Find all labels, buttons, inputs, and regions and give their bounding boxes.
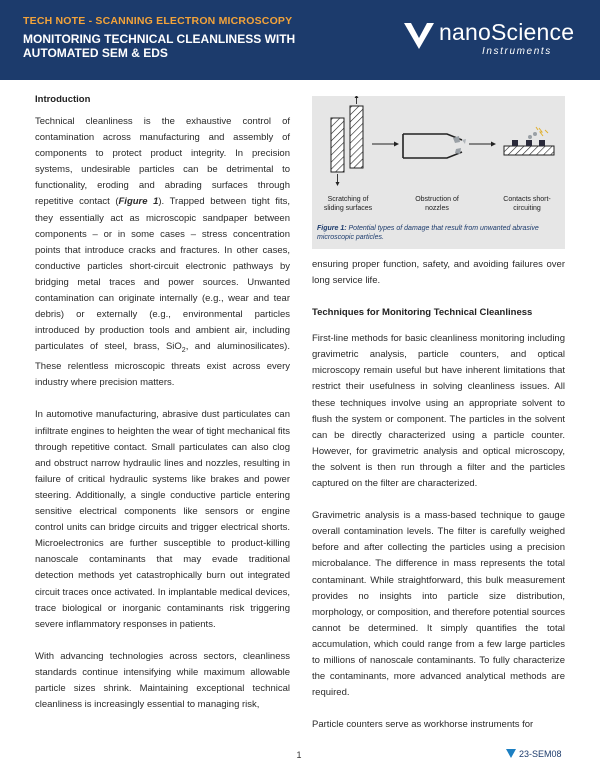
nanoscience-logo-icon	[402, 21, 436, 51]
automotive-paragraph: In automotive manufacturing, abrasive dust particulates can infiltrate engines to heighten the wear of tight mechanical fits through repetitive contact. Small particulates can also clog and obstruct narrow hydraulic lines and nozzles, resulting in failure of critical hydraulic systems like brakes and power steering. Additionally, a single conductive particle entering sensitive electrical components like sensors or engine control units can bridge circuits and trigger electrical shorts. Microelectronics are further susceptible to product-killing nanoscale contaminants that may evade traditional detection methods yet catastrophically burn out integrated circuit traces once activated. In implantable medical devices, trace biological or inorganic contaminants risk triggering severe inflammatory responses in patients.	[35, 409, 290, 630]
continuation-paragraph: ensuring proper function, safety, and avoiding failures over long service life.	[312, 259, 565, 287]
caption-prefix: Figure 1:	[317, 225, 347, 232]
page-number: 1	[296, 750, 302, 760]
caption-text: Potential types of damage that result from unwanted abrasive microscopic particles.	[317, 225, 539, 241]
particle-counters-paragraph: Particle counters serve as workhorse instruments for	[312, 719, 534, 731]
intro-text-c: , and aluminosilicates). These relentless microscopic threats exist across every industry where precision matters.	[35, 341, 290, 389]
left-column	[35, 92, 290, 713]
logo-wordmark: nanoScience	[439, 19, 575, 45]
label-nozzles: Obstruction of nozzles	[415, 196, 459, 212]
figure-reference: Figure 1	[118, 196, 159, 208]
figure-1	[312, 96, 565, 249]
logo-subtitle: Instruments	[482, 46, 552, 57]
nozzle-icon	[403, 134, 466, 158]
label-short-circuiting: Contacts short-circuiting	[503, 196, 551, 212]
sliding-surfaces-icon	[331, 96, 363, 186]
tech-note-kicker: TECH NOTE - SCANNING ELECTRON MICROSCOPY	[23, 15, 293, 27]
techniques-heading: Techniques for Monitoring Technical Cleanliness	[312, 307, 533, 319]
arrow-icon	[372, 142, 496, 147]
label-sliding-surfaces: Scratching of sliding surfaces	[323, 196, 373, 212]
intro-text-a: Technical cleanliness is the exhaustive control of contamination across manufacturing and assembly of components to protect product integrity. In precision systems, undesirable particles can be detrimental to functionality, eroding and abrading surfaces through repetitive contact (	[35, 116, 290, 208]
right-column	[312, 257, 565, 733]
intro-paragraph-1	[35, 114, 290, 391]
first-line-methods-paragraph: First-line methods for basic cleanliness monitoring including gravimetric analysis, particle counters, and optical microscopy remain useful but have inherent limitations that restrict their usefulness in solving cleanliness issues. All these techniques involve using an appropriate solvent to flush the system or component. The particles in the solvent can be directly characterized using a particle counter. However, for gravimetric analysis and optical microscopy, the solvent is then run through a filter and the particles captured on the filter are characterized.	[312, 333, 565, 490]
intro-text-b: ). Trapped between tight fits, they essentially act as microscopic sandpaper between components – or in some cases – stress concentration points that introduce cracks and fractures. In other cases, conductive particles short-circuit electronic pathways by bridging metal traces and power sources. Unwanted contamination can originate internally (e.g., wear and tear debris) or externally (e.g., environmental particles introduced by production tools and ambient air, including particulates of steel, brass, SiO	[35, 196, 291, 353]
introduction-heading: Introduction	[35, 94, 91, 105]
standards-paragraph: With advancing technologies across sectors, cleanliness standards continue intensifying while maximum allowable particle sizes shrink. Maintaining exceptional technical cleanliness is increasingly essential to managing risk,	[35, 650, 290, 711]
figure-caption	[317, 225, 562, 242]
subscript-2: 2	[181, 347, 186, 355]
short-circuit-icon	[504, 127, 554, 155]
company-logo	[402, 18, 582, 64]
header-banner	[0, 0, 600, 80]
document-code	[506, 749, 562, 759]
document-code-text: 23-SEM08	[519, 749, 562, 759]
gravimetric-paragraph: Gravimetric analysis is a mass-based technique to gauge overall contamination levels. The filter is carefully weighed before and after collecting the particles using a precision microbalance. The difference in mass represents the total contaminant. While straightforward, this bulk measurement provides no insights into particle size distribution, morphology, or composition, and therefore potential sources cannot be determined. It simply quantifies the total accumulation, which could range from a few large particles to millions of nanoscale contaminants. To fully characterize the contaminants, more advanced analytical methods are required.	[312, 510, 565, 699]
document-title: MONITORING TECHNICAL CLEANLINESS WITH AUTOMATED SEM & EDS	[23, 32, 296, 60]
triangle-marker-icon	[506, 749, 516, 758]
